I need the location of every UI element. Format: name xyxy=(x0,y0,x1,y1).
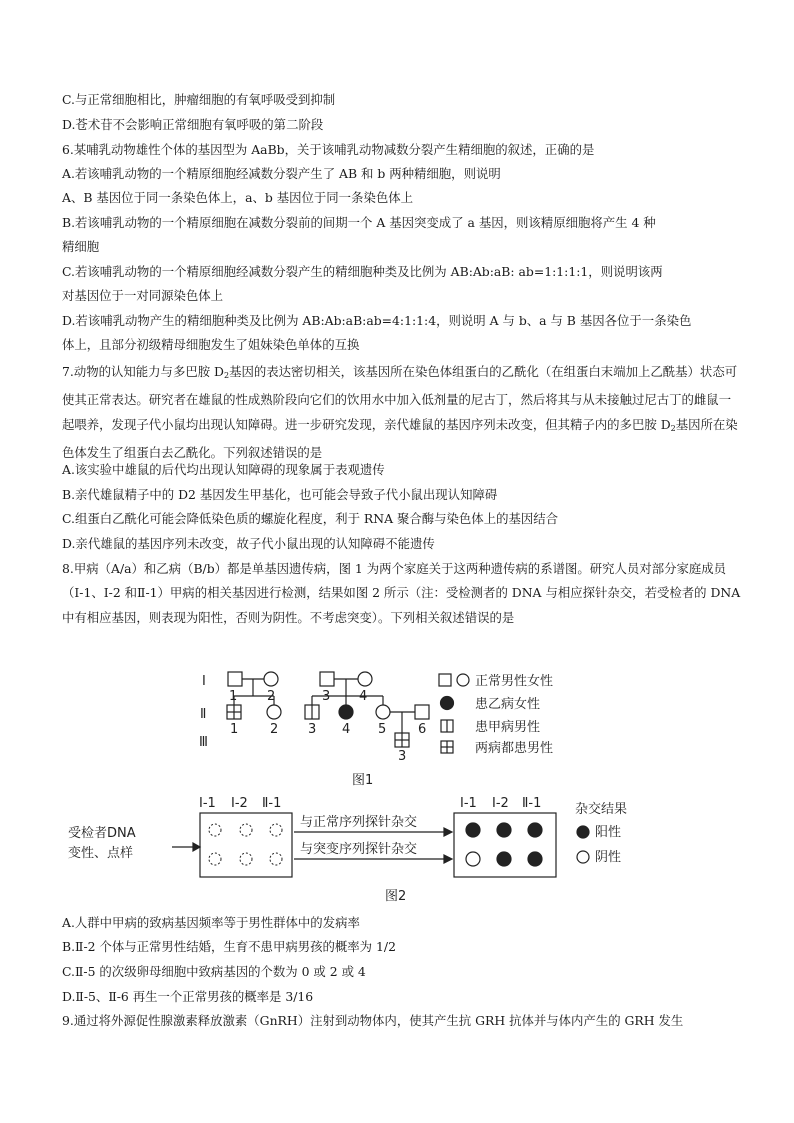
pedigree-I3-normal-male xyxy=(320,672,334,686)
option-7c: C.组蛋白乙酰化可能会降低染色质的螺旋化程度，利于 RNA 聚合酶与染色体上的基因结合 xyxy=(62,511,559,526)
ind-II6: 6 xyxy=(418,722,427,737)
blank-dot xyxy=(270,853,282,865)
option-8b: B.Ⅱ-2 个体与正常男性结婚，生育不患甲病男孩的概率为 1/2 xyxy=(62,939,396,954)
legend-positive-label: 阳性 xyxy=(595,825,622,840)
result-col-label-I2: Ⅰ-2 xyxy=(492,796,509,811)
pedigree-II5-normal-female xyxy=(376,705,390,719)
pedigree-II4-disease-b-female xyxy=(339,705,353,719)
ind-II4: 4 xyxy=(342,722,351,737)
option-5d: D.苍术苷不会影响正常细胞有氧呼吸的第二阶段 xyxy=(62,117,324,132)
result-dot-normal-positive xyxy=(528,823,542,837)
option-6c-line2: 对基因位于一对同源染色体上 xyxy=(62,288,224,303)
blank-dot xyxy=(240,853,252,865)
legend-male-icon xyxy=(439,674,451,686)
legend-negative-icon xyxy=(577,851,589,863)
pedigree-chart xyxy=(227,672,469,753)
result-dot-mutant-negative xyxy=(466,852,480,866)
result-dot-normal-positive xyxy=(497,823,511,837)
arrow-label-mutant: 与突变序列探针杂交 xyxy=(300,842,418,857)
option-8d: D.Ⅱ-5、Ⅱ-6 再生一个正常男孩的概率是 3/16 xyxy=(62,989,314,1004)
membrane-before xyxy=(200,813,292,877)
pedigree-II2-normal-female xyxy=(267,705,281,719)
col-label-I2: Ⅰ-2 xyxy=(231,796,248,811)
option-6d-line2: 体上，且部分初级精母细胞发生了姐妹染色单体的互换 xyxy=(62,337,360,352)
option-6b-line2: 精细胞 xyxy=(62,239,100,254)
pedigree-I2-normal-female xyxy=(264,672,278,686)
gen-label-II: Ⅱ xyxy=(200,707,207,722)
option-8c: C.Ⅱ-5 的次级卵母细胞中致病基因的个数为 0 或 2 或 4 xyxy=(62,964,366,979)
option-8a: A.人群中甲病的致病基因频率等于男性群体中的发病率 xyxy=(62,915,360,930)
question-7: 7.动物的认知能力与多巴胺 $D_2$基因的表达密切相关，该基因所在染色体组蛋白的乙酰化（在组蛋白末端加上乙酰基）状态可使其正常表达。研究者在雄鼠的性成熟阶段向它们的饮用水中加入低剂量的尼古丁，然后将其与从未接触过尼古丁的雌鼠一起喂养，发现子代小鼠均出现认知障碍。进一步研究发现，亲代雄鼠的基因序列未改变，但其精子内的多巴胺 $D_2$基因所在染色体发生了组蛋白去乙酰化。下列叙述错误的是 xyxy=(62,364,738,461)
blank-dot xyxy=(209,824,221,836)
ind-I3: 3 xyxy=(322,689,331,704)
blank-dot xyxy=(240,824,252,836)
ind-III3: 3 xyxy=(398,749,407,764)
dna-label-line2: 变性、点样 xyxy=(68,846,134,861)
option-6a-line1: A.若该哺乳动物的一个精原细胞经减数分裂产生了 AB 和 b 两种精细胞，则说明 xyxy=(62,166,501,181)
dna-label-line1: 受检者DNA xyxy=(68,826,136,841)
legend-positive-icon xyxy=(577,826,589,838)
option-7a: A.该实验中雄鼠的后代均出现认知障碍的现象属于表观遗传 xyxy=(62,462,385,477)
legend-negative-label: 阴性 xyxy=(595,850,622,865)
question-8: 8.甲病（A/a）和乙病（B/b）都是单基因遗传病，图 1 为两个家庭关于这两种遗传病的系谱图。研究人员对部分家庭成员（Ⅰ-1、Ⅰ-2 和Ⅱ-1）甲病的相关基因进行检测，结果如图 2 所示（注：受检测者的 DNA 与相应探针杂交，若受检者的 DNA 中有相应基因，则表现为阳性，否则为阴性。不考虑突变）。下列相关叙述错误的是 xyxy=(62,561,741,625)
ind-I4: 4 xyxy=(359,689,368,704)
option-7d: D.亲代雄鼠的基因序列未改变，故子代小鼠出现的认知障碍不能遗传 xyxy=(62,536,435,551)
figure-1-caption: 图1 xyxy=(352,773,374,788)
legend-normal-label: 正常男性女性 xyxy=(475,674,554,689)
result-dot-normal-positive xyxy=(466,823,480,837)
arrow-label-normal: 与正常序列探针杂交 xyxy=(300,815,418,830)
pedigree-II6-normal-male xyxy=(415,705,429,719)
pedigree-I1-normal-male xyxy=(228,672,242,686)
gen-label-I: Ⅰ xyxy=(202,674,206,689)
legend-disease-a-label: 患甲病男性 xyxy=(475,720,541,735)
option-7b: B.亲代雄鼠精子中的 D2 基因发生甲基化，也可能会导致子代小鼠出现认知障碍 xyxy=(62,487,498,502)
ind-II1: 1 xyxy=(230,722,239,737)
result-dot-mutant-positive xyxy=(528,852,542,866)
legend-disease-b-female-icon xyxy=(441,697,454,710)
option-6c-line1: C.若该哺乳动物的一个精原细胞经减数分裂产生的精细胞种类及比例为 AB:Ab:aB: ab=1:1:1:1，则说明该两 xyxy=(62,264,663,279)
ind-II5: 5 xyxy=(378,722,387,737)
option-6d-line1: D.若该哺乳动物产生的精细胞种类及比例为 AB:Ab:aB:ab=4:1:1:4，则说明 A 与 b、a 与 B 基因各位于一条染色 xyxy=(62,313,692,328)
results-title: 杂交结果 xyxy=(575,802,628,817)
question-6: 6.某哺乳动物雄性个体的基因型为 AaBb，关于该哺乳动物减数分裂产生精细胞的叙述，正确的是 xyxy=(62,142,595,157)
gen-label-III: Ⅲ xyxy=(199,735,208,750)
blank-dot xyxy=(270,824,282,836)
col-label-I1: Ⅰ-1 xyxy=(199,796,216,811)
figure-2-caption: 图2 xyxy=(385,889,407,904)
col-label-II1: Ⅱ-1 xyxy=(262,796,282,811)
legend-disease-b-label: 患乙病女性 xyxy=(475,697,541,712)
result-col-label-II1: Ⅱ-1 xyxy=(522,796,542,811)
pedigree-I4-normal-female xyxy=(358,672,372,686)
result-dot-mutant-positive xyxy=(497,852,511,866)
ind-I2: 2 xyxy=(267,689,276,704)
option-6a-line2: A、B 基因位于同一条染色体上，a、b 基因位于同一条染色体上 xyxy=(62,190,414,205)
ind-II2: 2 xyxy=(270,722,279,737)
legend-both-label: 两病都患男性 xyxy=(475,741,554,756)
option-6b-line1: B.若该哺乳动物的一个精原细胞在减数分裂前的间期一个 A 基因突变成了 a 基因，则该精原细胞将产生 4 种 xyxy=(62,215,656,230)
figure-block xyxy=(62,660,738,910)
ind-II3: 3 xyxy=(308,722,317,737)
legend-female-icon xyxy=(457,674,469,686)
blank-dot xyxy=(209,853,221,865)
result-col-label-I1: Ⅰ-1 xyxy=(460,796,477,811)
option-5c: C.与正常细胞相比，肿瘤细胞的有氧呼吸受到抑制 xyxy=(62,92,336,107)
ind-I1: 1 xyxy=(229,689,238,704)
question-9: 9.通过将外源促性腺激素释放激素（GnRH）注射到动物体内，使其产生抗 GRH 抗体并与体内产生的 GRH 发生 xyxy=(62,1013,684,1028)
